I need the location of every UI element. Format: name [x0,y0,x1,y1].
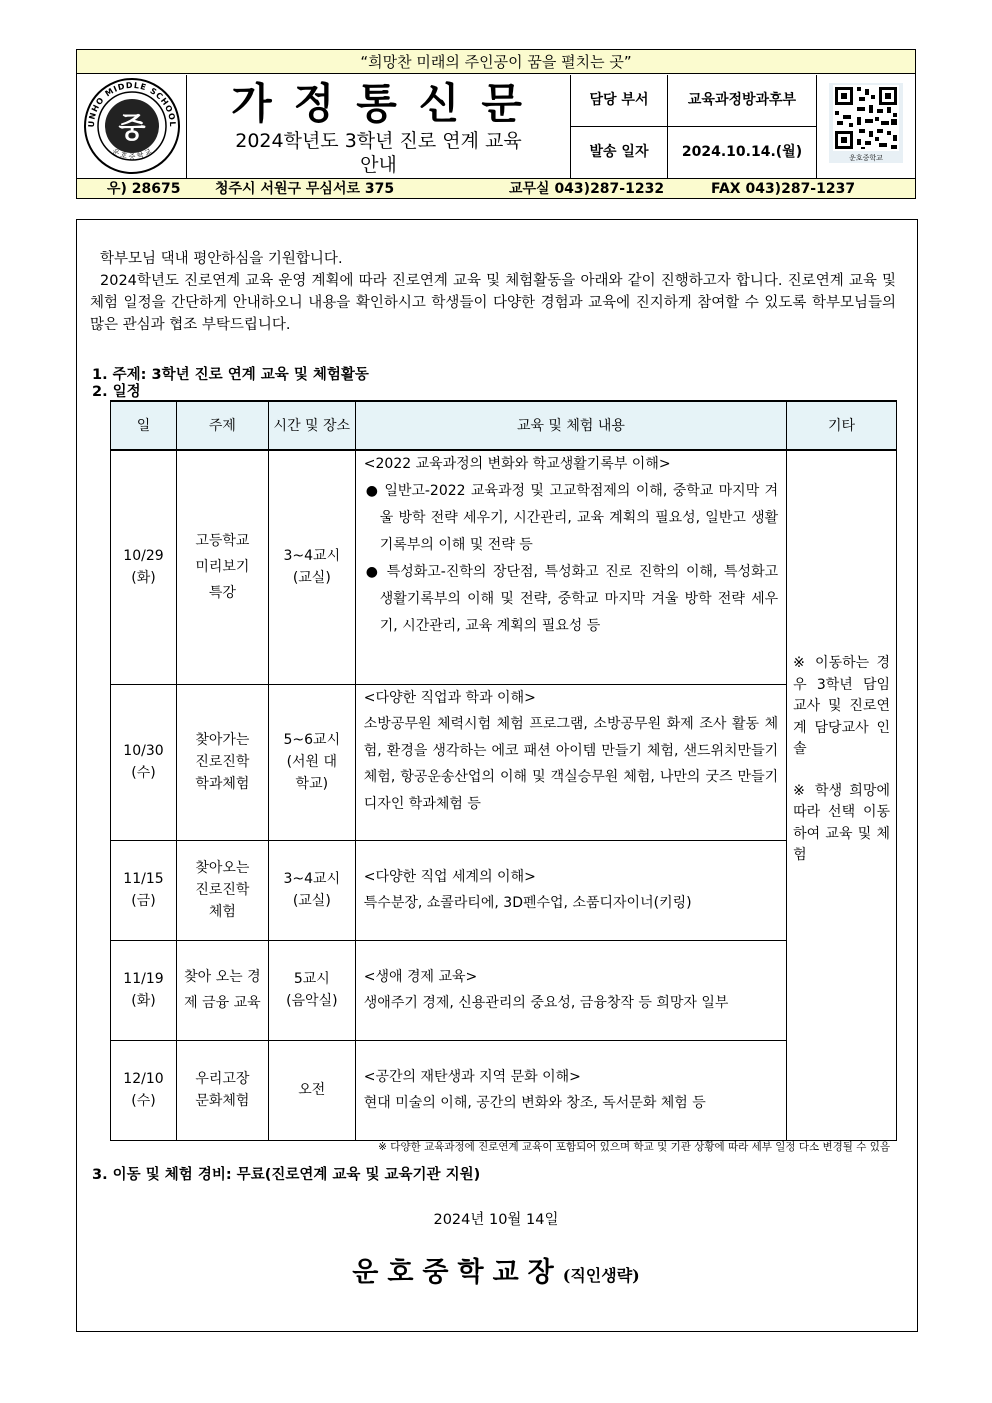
qr-caption: 운호중학교 [849,154,883,162]
content-heading: <2022 교육과정의 변화와 학교생활기록부 이해> [363,456,671,472]
principal-signature [76,1250,916,1289]
etc-note-choice: ※ 학생 희망에 따라 선택 이동하여 교육 및 체험 [793,782,890,863]
intro-paragraph: 2024학년도 진로연계 교육 운영 계획에 따라 진로연계 교육 및 체험활동을 아래와 같이 진행하고자 합니다. 진로연계 교육 및 체험 일정을 간단하게 안내하오니 내용을 확인하시고 학생들이 다양한 경험과 교육에 진지하게 참여할 수 있도록 학부모님들의 많은 관심과 협조 부탁드립니다. [90,273,896,333]
content-heading: <생애 경제 교육> [363,968,478,985]
row-time [268,1040,355,1140]
etc-cell [787,450,897,1140]
table-footnote: ※ 다양한 교육과정에 진로연계 교육이 포함되어 있으며 학교 및 기관 상황에 따라 세부 일정 다소 변경될 수 있음 [378,1141,890,1153]
school-slogan: “희망찬 미래의 주인공이 꿈을 펼치는 곳” [77,50,915,74]
day-of-week: (수) [131,1093,156,1109]
table-row [111,450,897,684]
header-day: 일 [111,401,177,450]
row-content [355,1040,786,1140]
row-topic: 찾아오는 진로진학 체험 [176,840,268,940]
table-row [111,684,897,840]
bullet-text: 특성화고-진학의 장단점, 특성화고 진로 진학의 이해, 특성화고 생활기록부의 이해 및 전략, 중학교 마지막 겨울 방학 전략 세우기, 시간관리, 교육 계획의 필요성 등 [379,564,779,634]
table-row [111,840,897,940]
table-row [111,1040,897,1140]
row-time [268,940,355,1040]
row-day [111,684,177,840]
fax-number: FAX 043)287-1237 [711,181,856,197]
day-of-week: (화) [131,993,156,1009]
time-text: 3~4교시 [283,548,341,565]
header-etc: 기타 [787,401,897,450]
logo-arc-text: UNHO MIDDLE SCHOOL [86,80,178,128]
place-text: (교실) [292,570,331,587]
content-text: 생애주기 경제, 신용관리의 중요성, 금융창작 등 희망자 일부 [363,995,729,1011]
zip-code: 우) 28675 [107,181,181,197]
signer-name: 운호중학교장 [352,1257,563,1288]
day-date: 11/19 [123,971,164,987]
etc-note-escort: ※ 이동하는 경우 3학년 담임교사 및 진로연계 담당교사 인솔 [793,655,890,757]
office-phone: 교무실 043)287-1232 [509,181,665,197]
content-text: 소방공무원 체력시험 체험 프로그램, 소방공무원 화제 조사 활동 체험, 환경을 생각하는 에코 패션 아이템 만들기 체험, 샌드위치만들기 체험, 항공운송산업의 이해 및 객실승무원 체험, 나만의 굿즈 만들기 디자인 학과체험 등 [363,716,779,812]
day-date: 12/10 [123,1071,164,1087]
school-logo [77,75,187,178]
day-date: 10/29 [123,548,164,565]
row-content [355,684,786,840]
dept-value: 교육과정방과후부 [668,75,817,126]
seal-omitted-note: (직인생략) [562,1266,640,1285]
day-of-week: (수) [131,765,156,781]
content-heading: <공간의 재탄생과 지역 문화 이해> [363,1068,581,1085]
row-time [268,450,355,684]
day-of-week: (화) [131,570,156,587]
row-topic: 우리고장 문화체험 [176,1040,268,1140]
content-heading: <다양한 직업과 학과 이해> [363,689,536,706]
time-text: 3~4교시 [283,871,341,887]
date-value: 2024.10.14.(월) [668,127,817,178]
dept-label: 담당 부서 [571,75,668,126]
row-time [268,684,355,840]
subtitle-line1: 2024학년도 3학년 진로 연계 교육 [235,130,522,152]
content-bullet: ● 특성화고-진학의 장단점, 특성화고 진로 진학의 이해, 특성화고 생활기록부의 이해 및 전략, 중학교 마지막 겨울 방학 전략 세우기, 시간관리, 교육 계획의 필요성 등 [365,564,779,634]
schedule-table [110,400,897,1141]
row-day [111,940,177,1040]
day-date: 10/30 [123,743,164,759]
header-content: 교육 및 체험 내용 [355,401,786,450]
subtitle-line2: 안내 [360,154,397,176]
qr-code-icon [817,75,915,178]
time-text: 오전 [298,1082,326,1098]
row-day [111,450,177,684]
section-expense: 3. 이동 및 체험 경비: 무료(진로연계 교육 및 교육기관 지원) [92,1167,481,1183]
title-cell [187,75,571,178]
logo-cell [77,75,187,178]
day-of-week: (금) [131,893,156,909]
row-day [111,1040,177,1140]
content-bullet: ● 일반고-2022 교육과정 및 고교학점제의 이해, 중학교 마지막 겨울 방학 전략 세우기, 시간관리, 교육 계획의 필요성, 일반고 생활기록부의 이해 및 전략 등 [365,483,779,553]
logo-bottom-text: 운 호 중 학 교 [110,147,154,161]
row-day [111,840,177,940]
greeting: 학부모님 댁내 평안하심을 기원합니다. [100,251,343,267]
day-date: 11/15 [123,871,164,887]
table-row [111,940,897,1040]
row-topic: 찾아가는 진로진학 학과체험 [176,684,268,840]
header-topic: 주제 [176,401,268,450]
section-schedule: 2. 일정 [92,384,141,400]
content-heading: <다양한 직업 세계의 이해> [363,868,536,885]
content-text: 특수분장, 쇼콜라티에, 3D펜수업, 소품디자이너(키링) [363,895,692,911]
time-text: 5교시 [293,971,330,987]
place-text: (서원 대학교) [286,754,338,792]
place-text: (음악실) [286,993,338,1009]
bullet-text: 일반고-2022 교육과정 및 고교학점제의 이해, 중학교 마지막 겨울 방학 전략 세우기, 시간관리, 교육 계획의 필요성, 일반고 생활기록부의 이해 및 전략 등 [379,483,779,553]
date-label: 발송 일자 [571,127,668,178]
newsletter-title: 가정통신문 [231,79,544,128]
school-address: 청주시 서원구 무심서로 375 [215,181,395,197]
row-time [268,840,355,940]
row-topic: 고등학교 미리보기 특강 [176,450,268,684]
logo-char: 중 [118,111,146,144]
row-topic: 찾아 오는 경제 금융 교육 [176,940,268,1040]
header-time-place: 시간 및 장소 [268,401,355,450]
time-text: 5~6교시 [283,732,341,748]
section-topic: 1. 주제: 3학년 진로 연계 교육 및 체험활동 [92,367,369,383]
content-text: 현대 미술의 이해, 공간의 변화와 창조, 독서문화 체험 등 [363,1095,706,1111]
address-bar [77,178,915,198]
issue-date: 2024년 10월 14일 [433,1212,559,1228]
qr-cell [817,75,915,178]
row-content [355,840,786,940]
place-text: (교실) [292,893,331,909]
row-content [355,940,786,1040]
row-content [355,450,786,684]
